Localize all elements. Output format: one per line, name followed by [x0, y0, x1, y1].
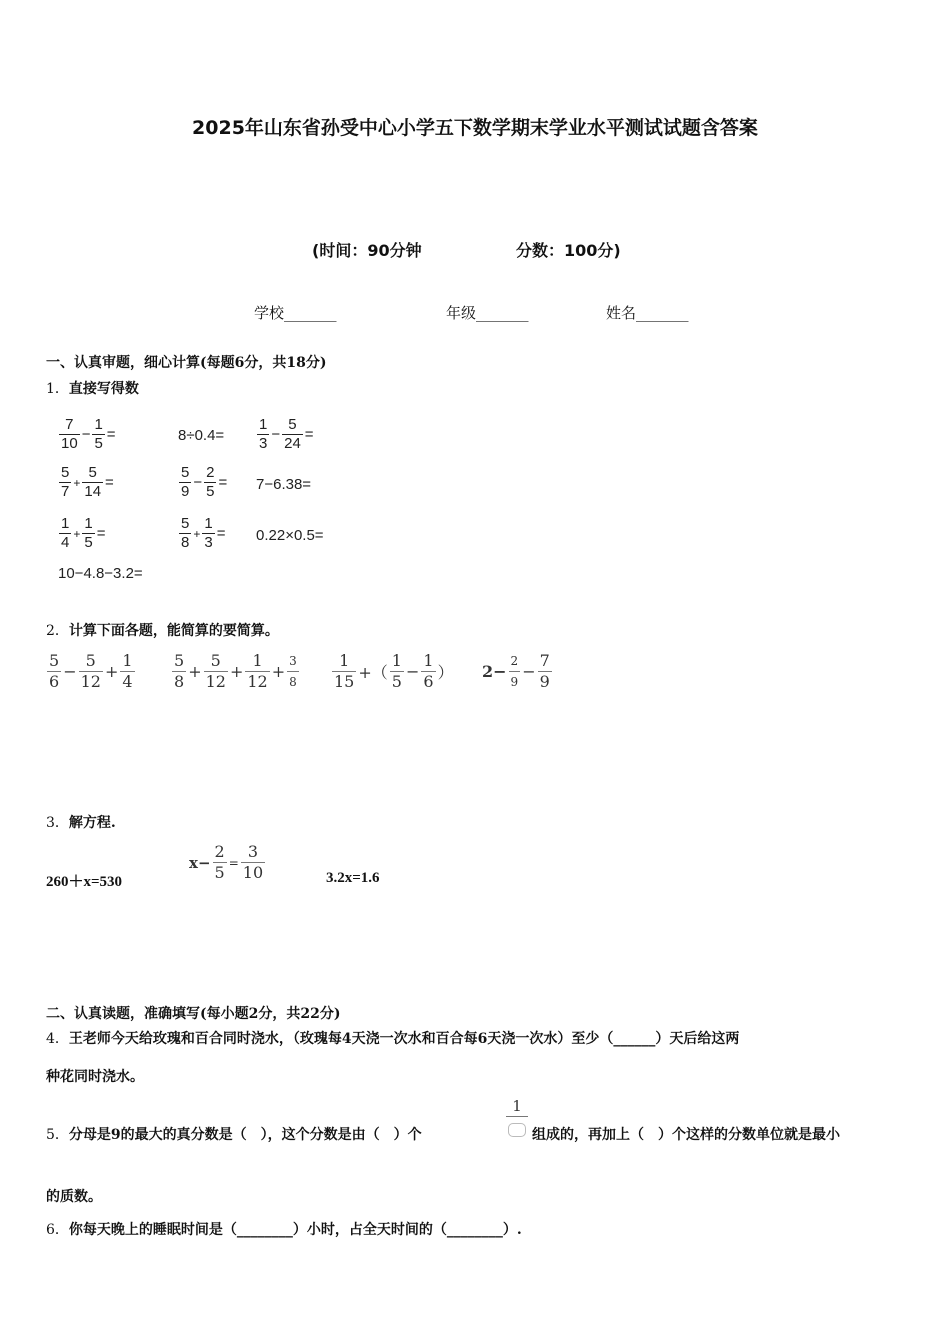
q5-part1: 分母是9的最大的真分数是（ ），这个分数是由（ ）个 [68, 1127, 422, 1143]
q5-unit-fraction: 1 [505, 1096, 529, 1139]
section2-heading: 二、认真读题，准确填写(每小题2分，共22分) [46, 1006, 341, 1022]
q5 [46, 1124, 422, 1144]
q1-item-i: 0.22×0.5= [256, 527, 324, 544]
q1-item-j: 10−4.8−3.2= [58, 565, 143, 582]
q1-text: 直接写得数 [68, 381, 139, 397]
q2-expression-2: $\frac{5}{8}$ + $\frac{5}{12}$ + $\frac{1}{12}$ + $\frac{3}{8}$ [174, 651, 297, 691]
q2-text: 计算下面各题，能简算的要简算。 [68, 623, 279, 639]
q5-line2: 的质数。 [46, 1189, 102, 1205]
q1-item-b: 8÷0.4= [178, 427, 225, 444]
q4-line2: 种花同时浇水。 [46, 1069, 144, 1085]
q6-text: 你每天晚上的睡眠时间是（________）小时，占全天时间的（________）. [68, 1222, 522, 1238]
q3-equation-3: 3.2x=1.6 [326, 870, 380, 886]
q3 [46, 812, 116, 832]
q5-blank-denominator [508, 1123, 526, 1137]
q3-equation-2: x− $\frac{2}{5}$ = $\frac{3}{10}$ [189, 842, 264, 882]
q5-part2: 组成的，再加上（ ）个这样的分数单位就是最小 [532, 1127, 840, 1143]
q3-equation-1: 260＋x=530 [46, 874, 123, 890]
grade-field: 年级_______ [446, 304, 529, 322]
q1-item-c: $\frac{1}{3}$ − $\frac{5}{24}$ = [259, 416, 314, 452]
q4 [46, 1028, 739, 1048]
q6-number: 6． [46, 1222, 69, 1238]
q2-expression-4: 2− $\frac{2}{9}$ − $\frac{7}{9}$ [482, 651, 550, 691]
page-title: 2025年山东省孙受中心小学五下数学期末学业水平测试试题含答案 [192, 117, 758, 139]
q2-expression-1: $\frac{5}{6}$ − $\frac{5}{12}$ + $\frac{1}{4}$ [49, 651, 133, 691]
q2-number: 2． [46, 623, 69, 639]
q1-item-f: 7−6.38= [256, 476, 312, 493]
q4-line1: 王老师今天给玫瑰和百合同时浇水，（玫瑰每4天浇一次水和百合每6天浇一次水）至少（______）天后给这两 [68, 1031, 740, 1047]
q2 [46, 620, 279, 640]
name-field: 姓名_______ [606, 304, 689, 322]
school-field: 学校_______ [254, 304, 337, 322]
q1-item-e: $\frac{5}{9}$ − $\frac{2}{5}$ = [181, 464, 228, 500]
q2-expression-3: $\frac{1}{15}$ +（ $\frac{1}{5}$ − $\frac{1}{6}$ ） [334, 651, 454, 691]
q1-item-a: $\frac{7}{10}$ − $\frac{1}{5}$ = [61, 416, 116, 452]
q6 [46, 1219, 522, 1239]
section1-heading: 一、认真审题，细心计算(每题6分，共18分) [46, 355, 327, 371]
q1 [46, 378, 139, 398]
q1-number: 1． [46, 381, 69, 397]
q4-number: 4． [46, 1031, 69, 1047]
exam-score: 分数：100分) [516, 241, 621, 260]
q3-number: 3． [46, 815, 69, 831]
q3-text: 解方程. [68, 815, 116, 831]
q1-item-d: $\frac{5}{7}$ + $\frac{5}{14}$ = [61, 464, 114, 500]
q1-item-h: $\frac{5}{8}$ + $\frac{1}{3}$ = [181, 515, 226, 551]
q5-number: 5． [46, 1127, 69, 1143]
q1-item-g: $\frac{1}{4}$ + $\frac{1}{5}$ = [61, 515, 106, 551]
exam-time: (时间：90分钟 [312, 241, 422, 260]
